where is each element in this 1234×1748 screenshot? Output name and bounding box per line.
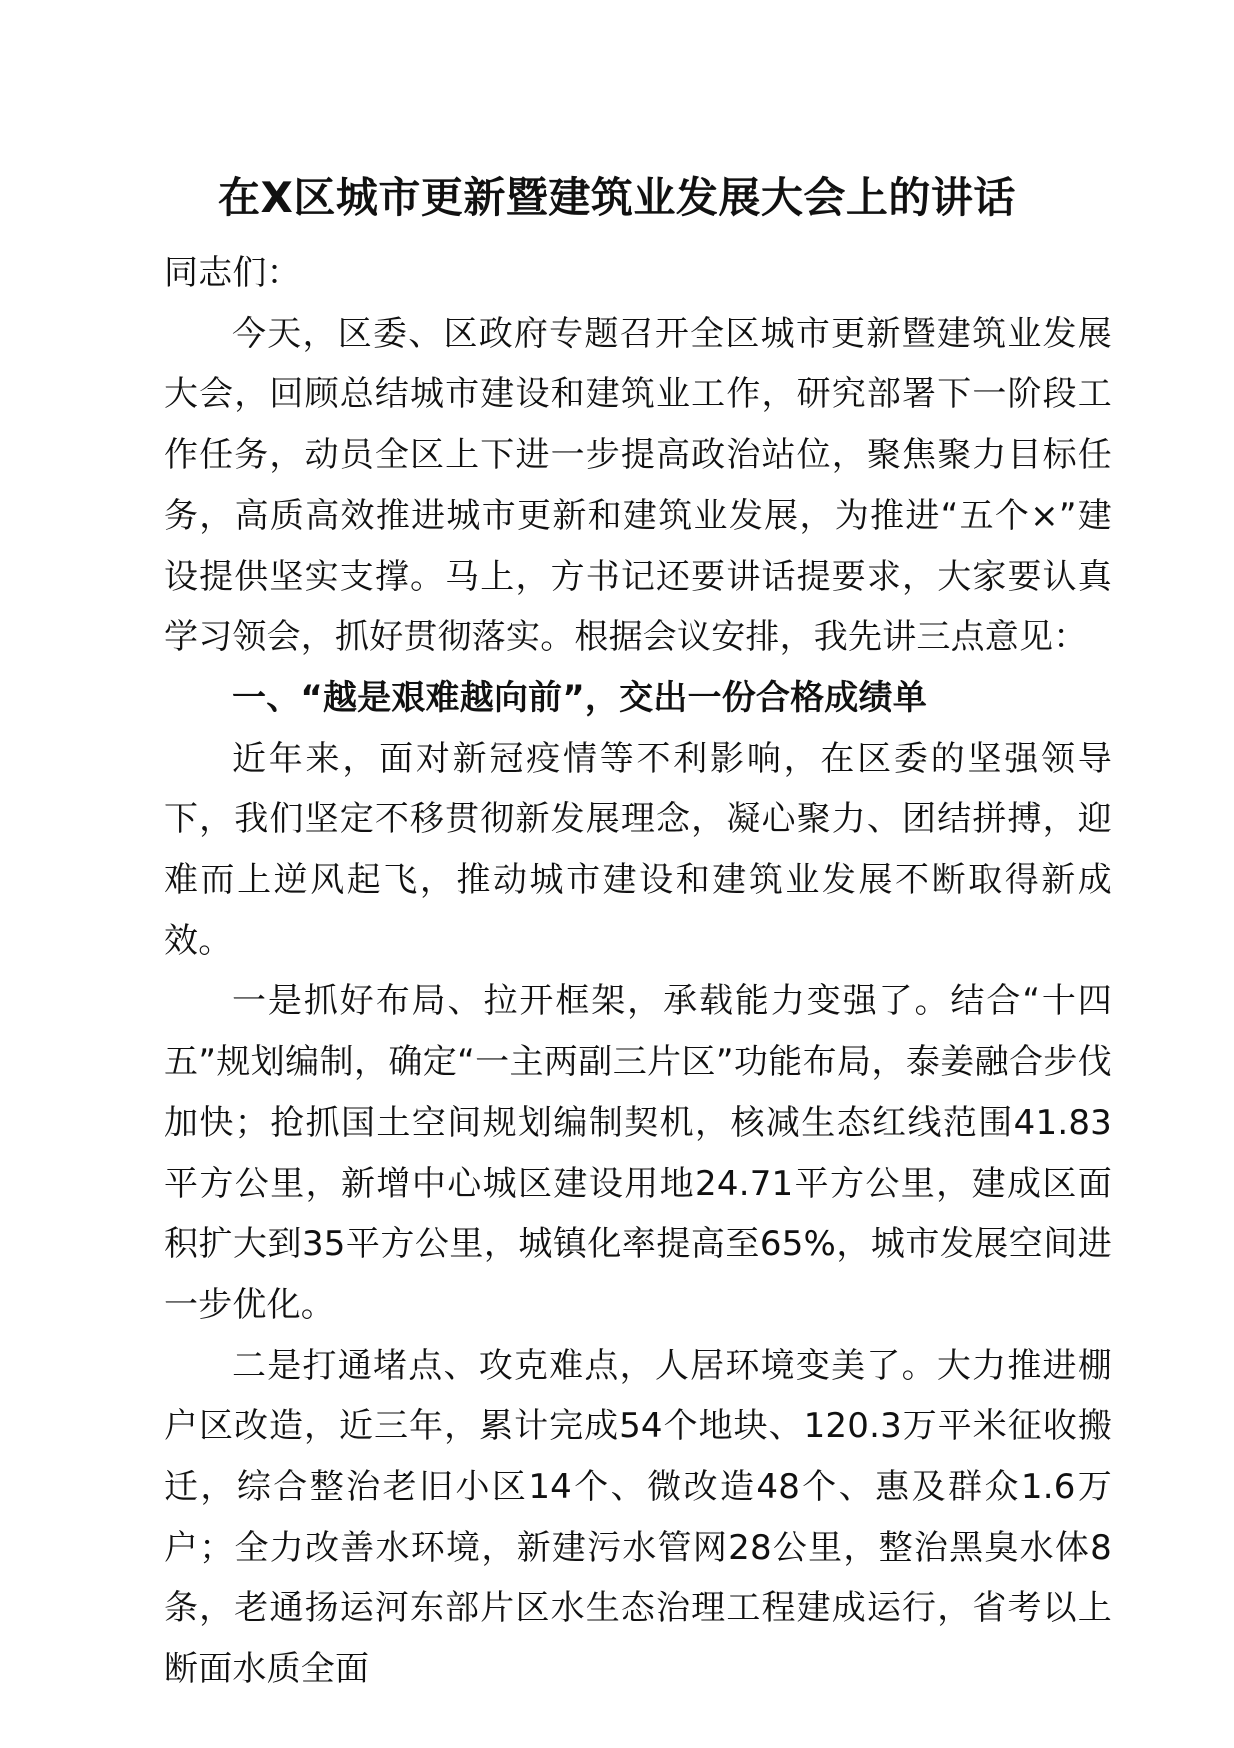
salutation: 同志们： (164, 253, 301, 293)
paragraph-point-2: 二是打通堵点、攻克难点，人居环境变美了。大力推进棚户区改造，近三年，累计完成54个地块、120.3万平米征收搬迁，综合整治老旧小区14个、微改造48个、惠及群众1.6万户；全力改善水环境，新建污水管网28公里，整治黑臭水体8条，老通扬运河东部片区水生态治理工程建成运行，省考以上断面水质全面 (164, 1345, 1112, 1690)
document-body (164, 243, 1112, 1700)
paragraph-intro: 今天，区委、区政府专题召开全区城市更新暨建筑业发展大会，回顾总结城市建设和建筑业工作，研究部署下一阶段工作任务，动员全区上下进一步提高政治站位，聚焦聚力目标任务，高质高效推进城市更新和建筑业发展，为推进“五个×”建设提供坚实支撑。马上，方书记还要讲话提要求，大家要认真学习领会，抓好贯彻落实。根据会议安排，我先讲三点意见： (164, 313, 1112, 658)
paragraph-overview: 近年来，面对新冠疫情等不利影响，在区委的坚强领导下，我们坚定不移贯彻新发展理念，凝心聚力、团结拼搏，迎难而上逆风起飞，推动城市建设和建筑业发展不断取得新成效。 (164, 738, 1112, 961)
section-heading-1: 一、“越是艰难越向前”，交出一份合格成绩单 (232, 677, 927, 718)
paragraph-point-1: 一是抓好布局、拉开框架，承载能力变强了。结合“十四五”规划编制，确定“一主两副三片区”功能布局，泰姜融合步伐加快；抢抓国土空间规划编制契机，核减生态红线范围41.83平方公里，新增中心城区建设用地24.71平方公里，建成区面积扩大到35平方公里，城镇化率提高至65%，城市发展空间进一步优化。 (164, 981, 1112, 1325)
document-title: 在X区城市更新暨建筑业发展大会上的讲话 (218, 173, 1016, 222)
